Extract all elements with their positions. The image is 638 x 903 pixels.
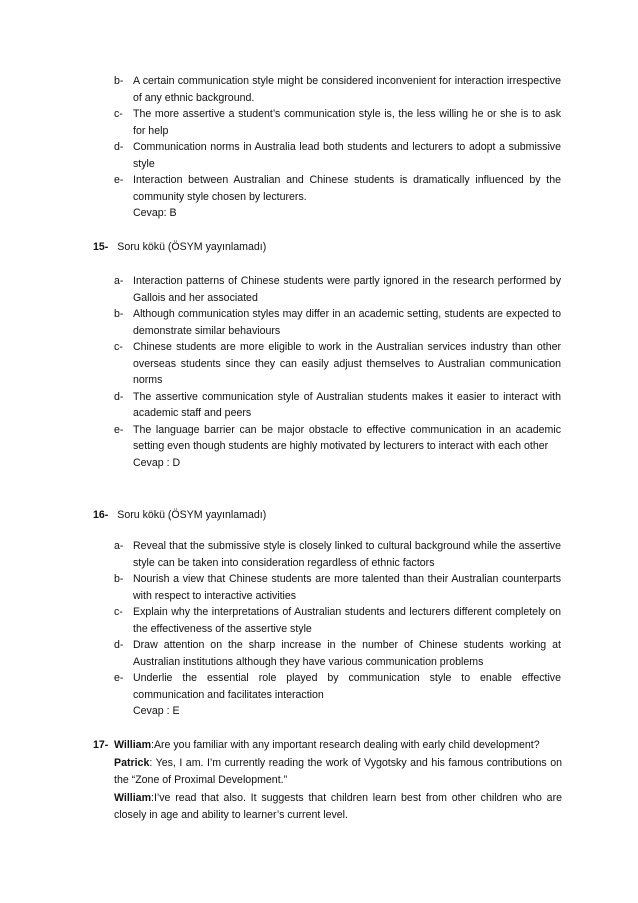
question-number: 15- <box>93 241 109 253</box>
answer-label: Cevap : D <box>133 456 181 469</box>
option-a <box>0 273 638 306</box>
speaker-separator: : <box>151 739 154 751</box>
dialog-text: I’ve read that also. It suggests that children learn best from other children who are closely in age and ability to learner’s current level. <box>114 791 562 821</box>
option-text: The more assertive a student’s communication style is, the less willing he or she is to ask for help <box>133 108 561 137</box>
option-text: The assertive communication style of Australian students makes it easier to interact with academic staff and peers <box>133 390 561 419</box>
option-d <box>0 139 638 172</box>
option-key: d- <box>114 141 124 153</box>
option-text: Interaction between Australian and Chinese students is dramatically influenced by the community style chosen by lecturers. <box>133 174 561 203</box>
option-text: Underlie the essential role played by communication style to enable effective communication and facilitates interaction <box>133 672 561 701</box>
option-key: e- <box>114 423 124 436</box>
option-text: Draw attention on the sharp increase in the number of Chinese students working at Australian institutions although they have various communication problems <box>133 639 561 668</box>
option-key: c- <box>114 606 123 618</box>
dialog-text: Are you familiar with any important research dealing with early child development? <box>153 739 540 751</box>
option-e <box>0 422 638 455</box>
option-c <box>0 106 638 139</box>
option-e <box>0 670 638 703</box>
option-key: c- <box>114 108 123 120</box>
answer-label: Cevap : E <box>133 705 180 717</box>
question-stem: Soru kökü (ÖSYM yayınlamadı) <box>117 509 267 521</box>
question-stem: Soru kökü (ÖSYM yayınlamadı) <box>117 241 267 253</box>
dialog-text: Yes, I am. I’m currently reading the work of Vygotsky and his famous contributions on the “Zone of Proximal Development.” <box>114 756 562 786</box>
option-key: d- <box>114 639 124 651</box>
dialog-line <box>114 790 562 825</box>
speaker-name: William <box>114 739 151 751</box>
option-text: Communication norms in Australia lead both students and lecturers to adopt a submissive style <box>133 141 561 170</box>
option-a <box>0 538 638 571</box>
speaker-name: William <box>114 791 151 804</box>
option-key: a- <box>114 275 124 287</box>
option-c <box>0 604 638 637</box>
option-key: c- <box>114 341 123 353</box>
speaker-name: Patrick <box>114 756 150 769</box>
dialog-line <box>114 737 562 755</box>
question-17-dialog <box>0 737 638 825</box>
option-key: b- <box>114 75 124 87</box>
option-key: b- <box>114 573 124 585</box>
option-b <box>0 306 638 339</box>
question-14-options <box>0 73 638 222</box>
option-b <box>0 571 638 604</box>
answer-label: Cevap: B <box>133 207 177 219</box>
question-number: 16- <box>93 509 109 521</box>
option-d <box>0 637 638 670</box>
option-e <box>0 172 638 205</box>
option-text: The language barrier can be major obstacle to effective communication in an academic setting even though students are highly motivated by lecturers to interact with each other <box>133 423 561 452</box>
option-key: d- <box>114 390 124 403</box>
question-16-options <box>0 538 638 720</box>
option-key: a- <box>114 540 124 552</box>
option-text: A certain communication style might be considered inconvenient for interaction irrespective of any ethnic background. <box>133 75 561 104</box>
question-15-options <box>0 273 638 471</box>
question-15-header <box>93 239 266 255</box>
option-text: Explain why the interpretations of Australian students and lecturers different completely on the effectiveness of the assertive style <box>133 606 561 635</box>
speaker-separator: : <box>149 756 156 769</box>
dialog-line <box>114 755 562 790</box>
option-b <box>0 73 638 106</box>
option-key: e- <box>114 174 124 186</box>
speaker-separator: : <box>151 791 154 804</box>
option-d <box>0 389 638 422</box>
option-text: Interaction patterns of Chinese students were partly ignored in the research performed by Gallois and her associated <box>133 275 561 304</box>
option-text: Although communication styles may differ in an academic setting, students are expected to demonstrate similar behaviours <box>133 308 561 337</box>
option-text: Nourish a view that Chinese students are more talented than their Australian counterparts with respect to interactive activities <box>133 573 561 602</box>
option-text: Chinese students are more eligible to work in the Australian services industry than other overseas students since they can easily adjust themselves to Australian communication norms <box>133 341 561 386</box>
question-number: 17- <box>93 739 109 751</box>
option-key: e- <box>114 672 124 684</box>
option-key: b- <box>114 308 124 320</box>
question-16-header <box>93 507 266 523</box>
option-c <box>0 339 638 389</box>
option-text: Reveal that the submissive style is closely linked to cultural background while the assertive style can be taken into consideration regardless of ethnic factors <box>133 540 561 569</box>
